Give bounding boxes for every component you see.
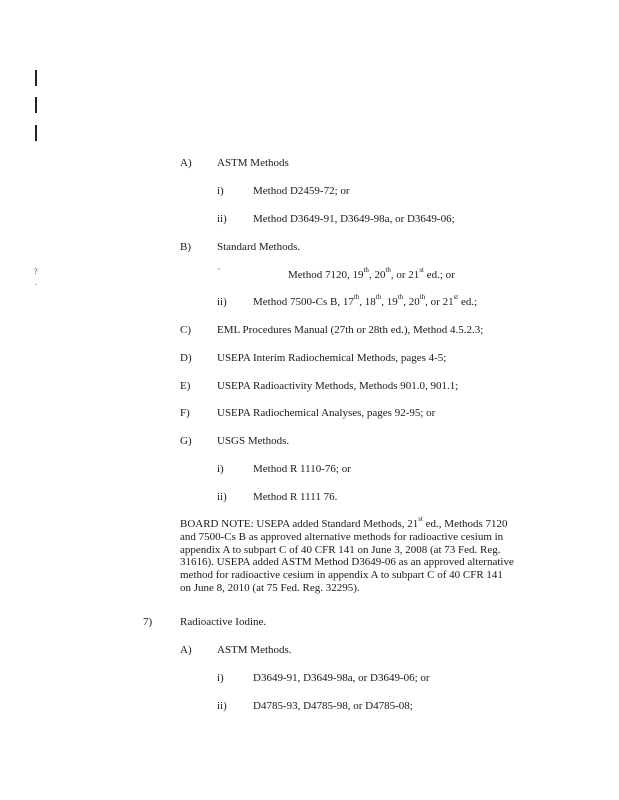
list-marker: B) bbox=[180, 241, 191, 253]
section-heading: ASTM Methods bbox=[217, 157, 289, 169]
list-marker: ii) bbox=[217, 700, 227, 712]
list-marker: A) bbox=[180, 644, 192, 656]
list-marker: C) bbox=[180, 324, 191, 336]
margin-mark: ? bbox=[34, 267, 38, 276]
list-item: Method R 1111 76. bbox=[253, 491, 338, 503]
list-marker: ii) bbox=[217, 213, 227, 225]
list-marker: i) bbox=[217, 463, 224, 475]
list-item: Method D3649-91, D3649-98a, or D3649-06; bbox=[253, 213, 455, 225]
list-marker: ¨ bbox=[217, 266, 221, 278]
list-marker: A) bbox=[180, 157, 192, 169]
board-note: BOARD NOTE: USEPA added Standard Methods, 21st ed., Methods 7120 and 7500-Cs B as approved alternative methods for radioactive cesium in appendix A to subpart C of 40 CFR 141 on June 3, 2008 (at 73 Fed. Reg. 31616). USEPA added ASTM Method D3649-06 as an approved alternative method for radioactive cesium in appendix A to subpart C of 40 CFR 141 on June 8, 2010 (at 75 Fed. Reg. 32295). bbox=[180, 515, 514, 594]
list-item: D3649-91, D3649-98a, or D3649-06; or bbox=[253, 672, 430, 684]
revision-bar bbox=[35, 70, 37, 86]
list-marker: i) bbox=[217, 672, 224, 684]
revision-bar bbox=[35, 125, 37, 141]
list-item: EML Procedures Manual (27th or 28th ed.), Method 4.5.2.3; bbox=[217, 324, 484, 336]
list-marker: G) bbox=[180, 435, 192, 447]
list-marker: E) bbox=[180, 380, 191, 392]
list-item: Method D2459-72; or bbox=[253, 185, 350, 197]
list-marker: i) bbox=[217, 185, 224, 197]
section-heading: ASTM Methods. bbox=[217, 644, 292, 656]
list-marker: F) bbox=[180, 407, 190, 419]
list-item: Method 7500-Cs B, 17th, 18th, 19th, 20th, or 21st ed.; bbox=[253, 293, 478, 308]
list-item: Method 7120, 19th, 20th, or 21st ed.; or bbox=[288, 266, 455, 281]
list-item: Method R 1110-76; or bbox=[253, 463, 351, 475]
section-heading: Standard Methods. bbox=[217, 241, 301, 253]
section-heading: Radioactive Iodine. bbox=[180, 616, 267, 628]
section-heading: USGS Methods. bbox=[217, 435, 290, 447]
list-marker: 7) bbox=[143, 616, 153, 628]
list-item: USEPA Radiochemical Analyses, pages 92-95; or bbox=[217, 407, 436, 419]
list-marker: ii) bbox=[217, 491, 227, 503]
list-marker: ii) bbox=[217, 296, 227, 308]
list-item: D4785-93, D4785-98, or D4785-08; bbox=[253, 700, 413, 712]
list-marker: D) bbox=[180, 352, 192, 364]
margin-mark: . bbox=[35, 278, 37, 287]
list-item: USEPA Radioactivity Methods, Methods 901.0, 901.1; bbox=[217, 380, 459, 392]
revision-bar bbox=[35, 97, 37, 113]
list-item: USEPA Interim Radiochemical Methods, pages 4-5; bbox=[217, 352, 447, 364]
